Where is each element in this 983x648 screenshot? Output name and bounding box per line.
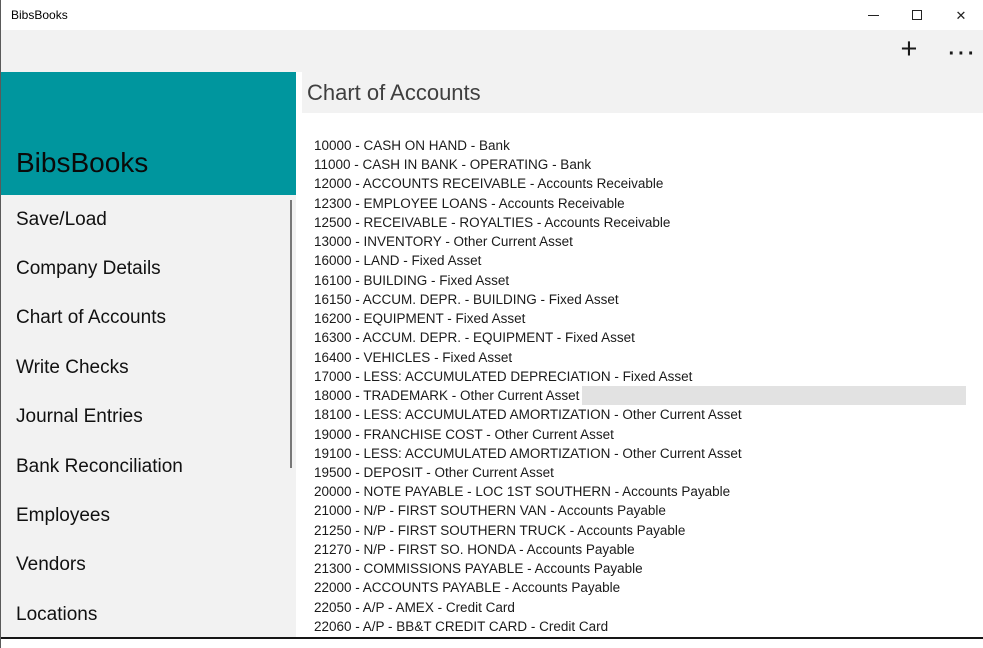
account-row[interactable]: [314, 213, 966, 232]
account-row[interactable]: [314, 444, 966, 463]
maximize-icon: [912, 10, 922, 20]
account-label: 22050 - A/P - AMEX - Credit Card: [314, 599, 515, 615]
maximize-button[interactable]: [895, 0, 939, 30]
sidebar-item-save-load[interactable]: Save/Load: [16, 208, 107, 230]
minimize-button[interactable]: [851, 0, 895, 30]
account-label: 16150 - ACCUM. DEPR. - BUILDING - Fixed Asset: [314, 291, 619, 307]
account-label: 17000 - LESS: ACCUMULATED DEPRECIATION - Fixed Asset: [314, 368, 693, 384]
account-row[interactable]: [314, 194, 966, 213]
close-button[interactable]: [939, 0, 983, 30]
account-row[interactable]: [314, 386, 966, 405]
account-row[interactable]: [314, 309, 966, 328]
account-label: 10000 - CASH ON HAND - Bank: [314, 138, 510, 153]
main-content: [296, 72, 983, 637]
account-row[interactable]: [314, 251, 966, 270]
sidebar-item-journal-entries[interactable]: Journal Entries: [16, 406, 143, 428]
account-label: 18100 - LESS: ACCUMULATED AMORTIZATION - Other Current Asset: [314, 407, 742, 423]
account-row[interactable]: [314, 521, 966, 540]
account-label: 18000 - TRADEMARK - Other Current Asset: [314, 386, 582, 405]
account-label: 12500 - RECEIVABLE - ROYALTIES - Accounts Receivable: [314, 214, 671, 230]
account-label: 16400 - VEHICLES - Fixed Asset: [314, 349, 513, 365]
minimize-icon: [868, 15, 879, 16]
account-row[interactable]: [314, 174, 966, 193]
account-row[interactable]: [314, 559, 966, 578]
account-label: 12300 - EMPLOYEE LOANS - Accounts Receivable: [314, 195, 625, 211]
sidebar-item-locations[interactable]: Locations: [16, 603, 98, 625]
account-row[interactable]: [314, 598, 966, 617]
account-row[interactable]: [314, 232, 966, 251]
account-row[interactable]: [314, 617, 966, 636]
titlebar: [1, 0, 983, 30]
account-label: 21250 - N/P - FIRST SOUTHERN TRUCK - Accounts Payable: [314, 522, 686, 538]
sidebar-nav: [1, 195, 296, 637]
sidebar-item-company-details[interactable]: Company Details: [16, 258, 161, 280]
account-label: 21270 - N/P - FIRST SO. HONDA - Accounts Payable: [314, 541, 635, 557]
account-label: 21000 - N/P - FIRST SOUTHERN VAN - Accounts Payable: [314, 503, 666, 519]
account-row[interactable]: [314, 463, 966, 482]
add-button[interactable]: [885, 30, 933, 72]
sidebar-item-write-checks[interactable]: Write Checks: [16, 356, 129, 378]
sidebar-item-employees[interactable]: Employees: [16, 505, 110, 527]
sidebar-item-chart-of-accounts[interactable]: Chart of Accounts: [16, 307, 166, 329]
account-label: 19000 - FRANCHISE COST - Other Current Asset: [314, 426, 614, 442]
sidebar-item-bank-reconciliation[interactable]: Bank Reconciliation: [16, 455, 183, 477]
account-list: [296, 113, 983, 637]
account-row[interactable]: [314, 540, 966, 559]
account-row[interactable]: [314, 425, 966, 444]
command-bar: [1, 30, 983, 72]
account-label: 20000 - NOTE PAYABLE - LOC 1ST SOUTHERN - Accounts Payable: [314, 484, 731, 500]
account-label: 22000 - ACCOUNTS PAYABLE - Accounts Payable: [314, 580, 621, 596]
account-label: 12000 - ACCOUNTS RECEIVABLE - Accounts Receivable: [314, 176, 664, 192]
more-button[interactable]: [939, 30, 983, 72]
app-title: BibsBooks: [16, 147, 149, 178]
account-row[interactable]: [314, 271, 966, 290]
page-header: [302, 72, 983, 113]
outside-window-area: [1, 639, 983, 648]
account-label: 16300 - ACCUM. DEPR. - EQUIPMENT - Fixed Asset: [314, 330, 635, 346]
add-icon: +: [900, 33, 918, 65]
account-row[interactable]: [314, 405, 966, 424]
account-row[interactable]: [314, 136, 966, 155]
account-label: 16000 - LAND - Fixed Asset: [314, 253, 482, 269]
account-label: 22060 - A/P - BB&T CREDIT CARD - Credit Card: [314, 618, 609, 634]
account-label: 19500 - DEPOSIT - Other Current Asset: [314, 464, 554, 480]
account-label: 16100 - BUILDING - Fixed Asset: [314, 272, 510, 288]
caption-buttons: [851, 0, 983, 30]
account-row[interactable]: [314, 501, 966, 520]
account-label: 11000 - CASH IN BANK - OPERATING - Bank: [314, 157, 592, 173]
account-row[interactable]: [314, 290, 966, 309]
account-row[interactable]: [314, 348, 966, 367]
sidebar-item-vendors[interactable]: Vendors: [16, 554, 86, 576]
account-row[interactable]: [314, 155, 966, 174]
sidebar-header: [1, 72, 296, 195]
account-row[interactable]: [314, 367, 966, 386]
more-icon: ···: [948, 42, 978, 65]
close-icon: ✕: [955, 7, 967, 23]
account-row[interactable]: [314, 328, 966, 347]
account-row[interactable]: [314, 578, 966, 597]
page-title: Chart of Accounts: [307, 79, 481, 105]
sidebar: [1, 72, 296, 637]
account-label: 19100 - LESS: ACCUMULATED AMORTIZATION - Other Current Asset: [314, 445, 742, 461]
row-hover-highlight: [582, 386, 966, 405]
window-title: BibsBooks: [11, 8, 68, 22]
account-label: 13000 - INVENTORY - Other Current Asset: [314, 234, 573, 250]
account-label: 16200 - EQUIPMENT - Fixed Asset: [314, 311, 526, 327]
account-row[interactable]: [314, 482, 966, 501]
account-label: 21300 - COMMISSIONS PAYABLE - Accounts Payable: [314, 561, 643, 577]
sidebar-scrollbar[interactable]: [290, 200, 292, 468]
